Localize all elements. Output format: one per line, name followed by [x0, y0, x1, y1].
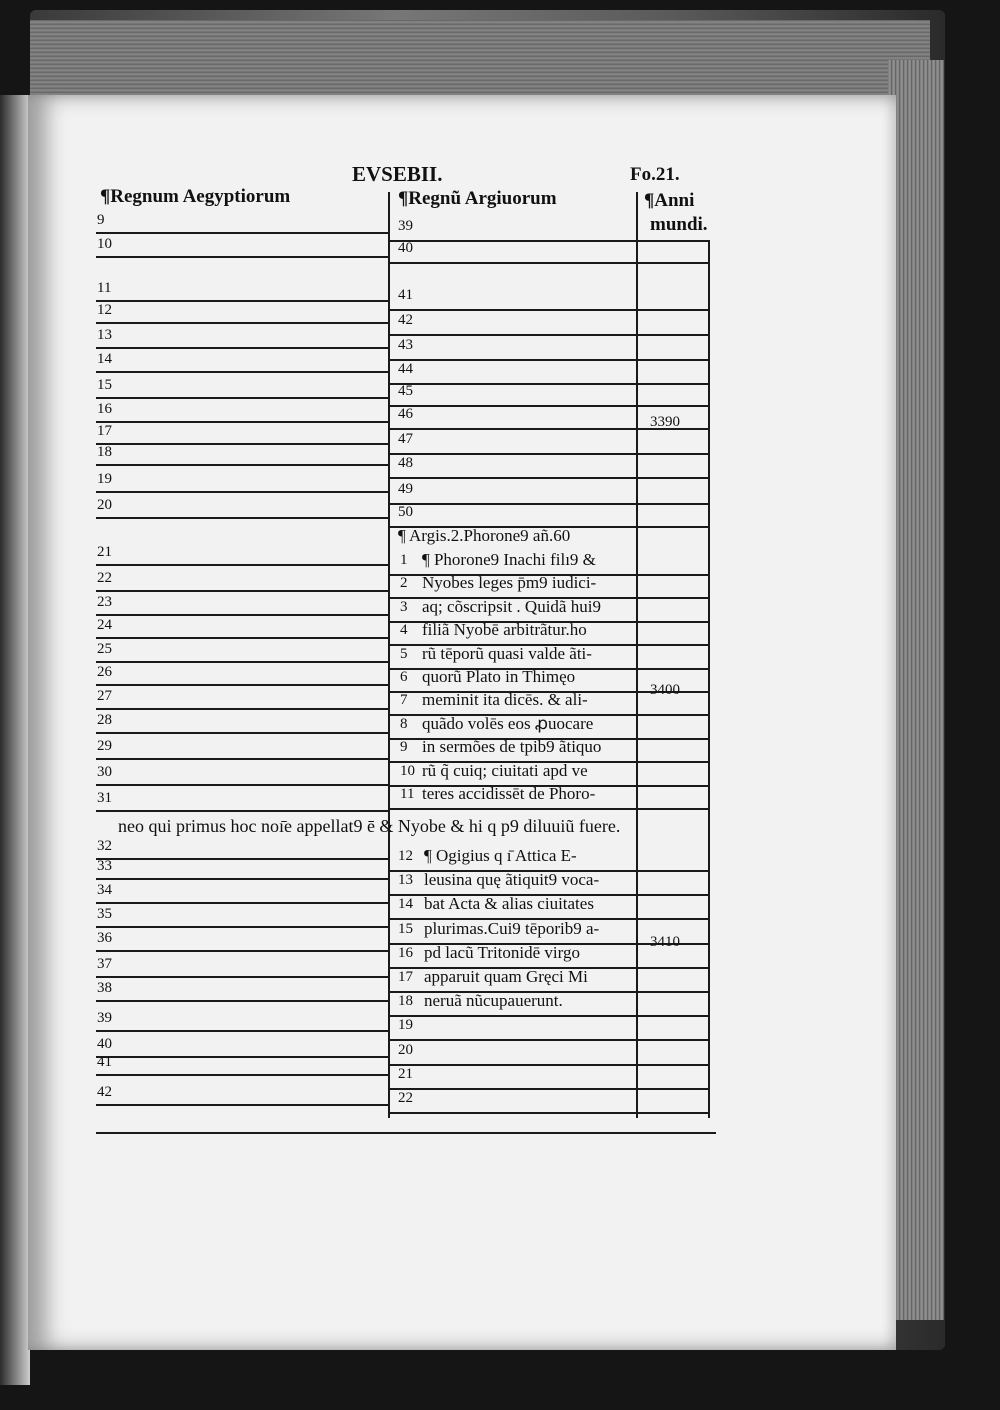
argos-year-number: 42: [398, 312, 413, 328]
row-rule-egypt: [96, 637, 388, 639]
egypt-year-number: 20: [97, 497, 112, 513]
argos-text-line: quãdo volēs eos ꝓuocare: [422, 713, 594, 733]
argos-text-line: Nyobes leges p̄m9 iudici-: [422, 573, 597, 593]
row-rule-egypt: [96, 732, 388, 734]
argos-line-number: 22: [398, 1090, 413, 1106]
argos-line-number: 18: [398, 993, 413, 1010]
folio-number: Fo.21.: [630, 164, 680, 185]
egypt-year-number: 39: [97, 1010, 112, 1026]
row-rule-egypt: [96, 810, 388, 812]
row-rule-egypt: [96, 256, 388, 258]
row-rule-egypt: [96, 902, 388, 904]
argos-year-number: 41: [398, 287, 413, 303]
argos-text-line: ¶ Ogigius q ı̄ Attica E-: [424, 846, 577, 865]
row-rule-argos: [388, 309, 708, 311]
argos-text-line: meminit ita dicēs. & ali-: [422, 690, 588, 710]
egypt-year-number: 28: [97, 712, 112, 728]
argos-text-line: rũ q̃ cuiq; ciuitati apd ve: [422, 760, 588, 780]
egypt-year-number: 34: [97, 882, 112, 898]
argos-text-line: rũ tēporũ quasi valde ãti-: [422, 643, 592, 663]
argos-line-number: 17: [398, 969, 413, 985]
egypt-year-number: 32: [97, 838, 112, 854]
row-rule-egypt: [96, 758, 388, 760]
full-width-text-line: neo qui primus hoc noı̄e appellat9 ē & Nyobe & hi q p9 diluuiũ fuere.: [118, 816, 621, 836]
row-rule-argos: [388, 1112, 708, 1114]
row-rule-argos: [388, 359, 708, 361]
left-page-gutter: [0, 95, 30, 1385]
anni-mundi-value: 3400: [650, 682, 680, 698]
argos-text-line: ¶ Phorone9 Inachi filı9 &: [422, 550, 596, 569]
argos-text-line: in sermões de tpib9 ãtiquo: [422, 737, 602, 757]
argos-text-line: aq; cõscripsit . Quidã hui9: [422, 596, 601, 616]
egypt-year-number: 25: [97, 641, 112, 657]
argos-year-number: 39: [398, 218, 413, 234]
argos-line-number: 16: [398, 944, 413, 961]
egypt-year-number: 41: [97, 1054, 112, 1070]
argos-line-number: 13: [398, 872, 413, 889]
row-rule-argos: [388, 503, 708, 505]
argos-text-line: quorũ Plato in Thimęo: [422, 667, 576, 686]
row-rule-egypt: [96, 1030, 388, 1032]
bottom-rule: [96, 1132, 716, 1134]
argis-section-heading: ¶ Argis.2.Phorone9 añ.60: [398, 526, 571, 545]
argos-line-number: 3: [400, 598, 408, 615]
argos-year-number: 48: [398, 455, 413, 471]
row-rule-egypt: [96, 708, 388, 710]
argos-line-number: 15: [398, 920, 413, 937]
argos-line-number: 1: [400, 552, 408, 568]
argos-line-number: 6: [400, 669, 408, 685]
row-rule-argos: [388, 1064, 708, 1066]
row-rule-egypt: [96, 1056, 388, 1058]
egypt-year-number: 11: [97, 280, 112, 296]
row-rule-egypt: [96, 950, 388, 952]
row-rule-egypt: [96, 590, 388, 592]
row-rule-argos: [388, 383, 708, 385]
column-rule-argos-anni: [636, 192, 638, 1118]
row-rule-egypt: [96, 517, 388, 519]
egypt-year-number: 18: [97, 444, 112, 460]
page-fore-edge: [888, 60, 944, 1320]
header-regnum-argiuorum: ¶Regnũ Argiuorum: [398, 188, 557, 209]
row-rule-egypt: [96, 926, 388, 928]
argos-line-number: 12: [398, 848, 413, 864]
row-rule-egypt: [96, 347, 388, 349]
argos-line-number: 11: [400, 786, 415, 802]
column-rule-right: [708, 240, 710, 1118]
egypt-year-number: 40: [97, 1036, 112, 1052]
argos-line-number: 8: [400, 715, 408, 732]
egypt-year-number: 38: [97, 980, 112, 996]
running-title: EVSEBII.: [352, 162, 443, 186]
egypt-year-number: 36: [97, 930, 112, 946]
egypt-year-number: 13: [97, 327, 112, 343]
row-rule-egypt: [96, 878, 388, 880]
egypt-year-number: 22: [97, 570, 112, 586]
egypt-year-number: 9: [97, 212, 105, 228]
header-mundi: mundi.: [650, 214, 708, 235]
row-rule-egypt: [96, 1074, 388, 1076]
anni-mundi-value: 3390: [650, 414, 680, 430]
row-rule-egypt: [96, 661, 388, 663]
argos-line-number: 2: [400, 575, 408, 592]
egypt-year-number: 27: [97, 688, 112, 704]
header-regnum-aegyptiorum: ¶Regnum Aegyptiorum: [100, 186, 291, 207]
egypt-year-number: 10: [97, 236, 112, 252]
argos-year-number: 46: [398, 406, 413, 422]
egypt-year-number: 17: [97, 423, 112, 439]
argos-line-number: 14: [398, 896, 413, 913]
row-rule-egypt: [96, 322, 388, 324]
row-rule-argos: [388, 334, 708, 336]
page-block-edge: [30, 20, 930, 100]
argos-line-number: 5: [400, 645, 408, 662]
book-page: [28, 95, 896, 1350]
egypt-year-number: 30: [97, 764, 112, 780]
egypt-year-number: 15: [97, 377, 112, 393]
argos-year-number: 45: [398, 383, 413, 399]
argos-year-number: 47: [398, 431, 413, 447]
argos-text-line: bat Acta & alias ciuitates: [424, 894, 594, 914]
egypt-year-number: 24: [97, 617, 112, 633]
argos-line-number: 7: [400, 692, 408, 709]
row-rule-argos: [388, 808, 708, 810]
argos-line-number: 9: [400, 739, 408, 756]
argos-line-number: 10: [400, 762, 415, 779]
argos-text-line: apparuit quam Gręci Mi: [424, 967, 588, 986]
row-rule-argos: [388, 262, 708, 264]
argos-year-number: 50: [398, 504, 413, 520]
row-rule-egypt: [96, 564, 388, 566]
column-rule-egypt-argos: [388, 192, 390, 1118]
argos-text-line: leusina quę ãtiquit9 voca-: [424, 870, 600, 890]
row-rule-egypt: [96, 614, 388, 616]
egypt-year-number: 37: [97, 956, 112, 972]
egypt-year-number: 42: [97, 1084, 112, 1100]
row-rule-argos: [388, 453, 708, 455]
row-rule-egypt: [96, 684, 388, 686]
argos-text-line: pd lacũ Tritonidē virgo: [424, 942, 580, 962]
argos-year-number: 44: [398, 361, 413, 377]
row-rule-egypt: [96, 1104, 388, 1106]
row-rule-argos: [388, 405, 708, 407]
anni-mundi-value: 3410: [650, 934, 680, 950]
egypt-year-number: 21: [97, 544, 112, 560]
row-rule-argos: [388, 477, 708, 479]
egypt-year-number: 23: [97, 594, 112, 610]
argos-line-number: 21: [398, 1065, 413, 1082]
argos-year-number: 43: [398, 337, 413, 353]
row-rule-egypt: [96, 491, 388, 493]
row-rule-egypt: [96, 784, 388, 786]
row-rule-egypt: [96, 443, 388, 445]
argos-year-number: 49: [398, 481, 413, 497]
egypt-year-number: 31: [97, 790, 112, 806]
argos-text-line: teres accidissēt de Phoro-: [422, 784, 596, 803]
header-anni: ¶Anni: [644, 190, 695, 211]
row-rule-argos: [388, 240, 708, 242]
argos-line-number: 4: [400, 622, 408, 639]
argos-text-line: plurimas.Cui9 tēporib9 a-: [424, 918, 600, 938]
egypt-year-number: 19: [97, 471, 112, 487]
argos-text-line: filiã Nyobē arbitrãtur.ho: [422, 620, 587, 640]
row-rule-egypt: [96, 397, 388, 399]
row-rule-egypt: [96, 421, 388, 423]
egypt-year-number: 14: [97, 351, 112, 367]
argos-year-number: 40: [398, 240, 413, 256]
egypt-year-number: 16: [97, 401, 112, 417]
row-rule-argos: [388, 1088, 708, 1090]
egypt-year-number: 33: [97, 858, 112, 874]
row-rule-argos: [388, 1039, 708, 1041]
row-rule-egypt: [96, 1000, 388, 1002]
row-rule-egypt: [96, 232, 388, 234]
row-rule-argos: [388, 1015, 708, 1017]
egypt-year-number: 29: [97, 738, 112, 754]
egypt-year-number: 26: [97, 664, 112, 680]
argos-line-number: 19: [398, 1017, 413, 1034]
row-rule-egypt: [96, 464, 388, 466]
row-rule-egypt: [96, 976, 388, 978]
argos-text-line: neruã nũcupauerunt.: [424, 991, 563, 1011]
egypt-year-number: 12: [97, 302, 112, 318]
row-rule-egypt: [96, 371, 388, 373]
egypt-year-number: 35: [97, 906, 112, 922]
row-rule-egypt: [96, 300, 388, 302]
row-rule-egypt: [96, 858, 388, 860]
argos-line-number: 20: [398, 1041, 413, 1058]
